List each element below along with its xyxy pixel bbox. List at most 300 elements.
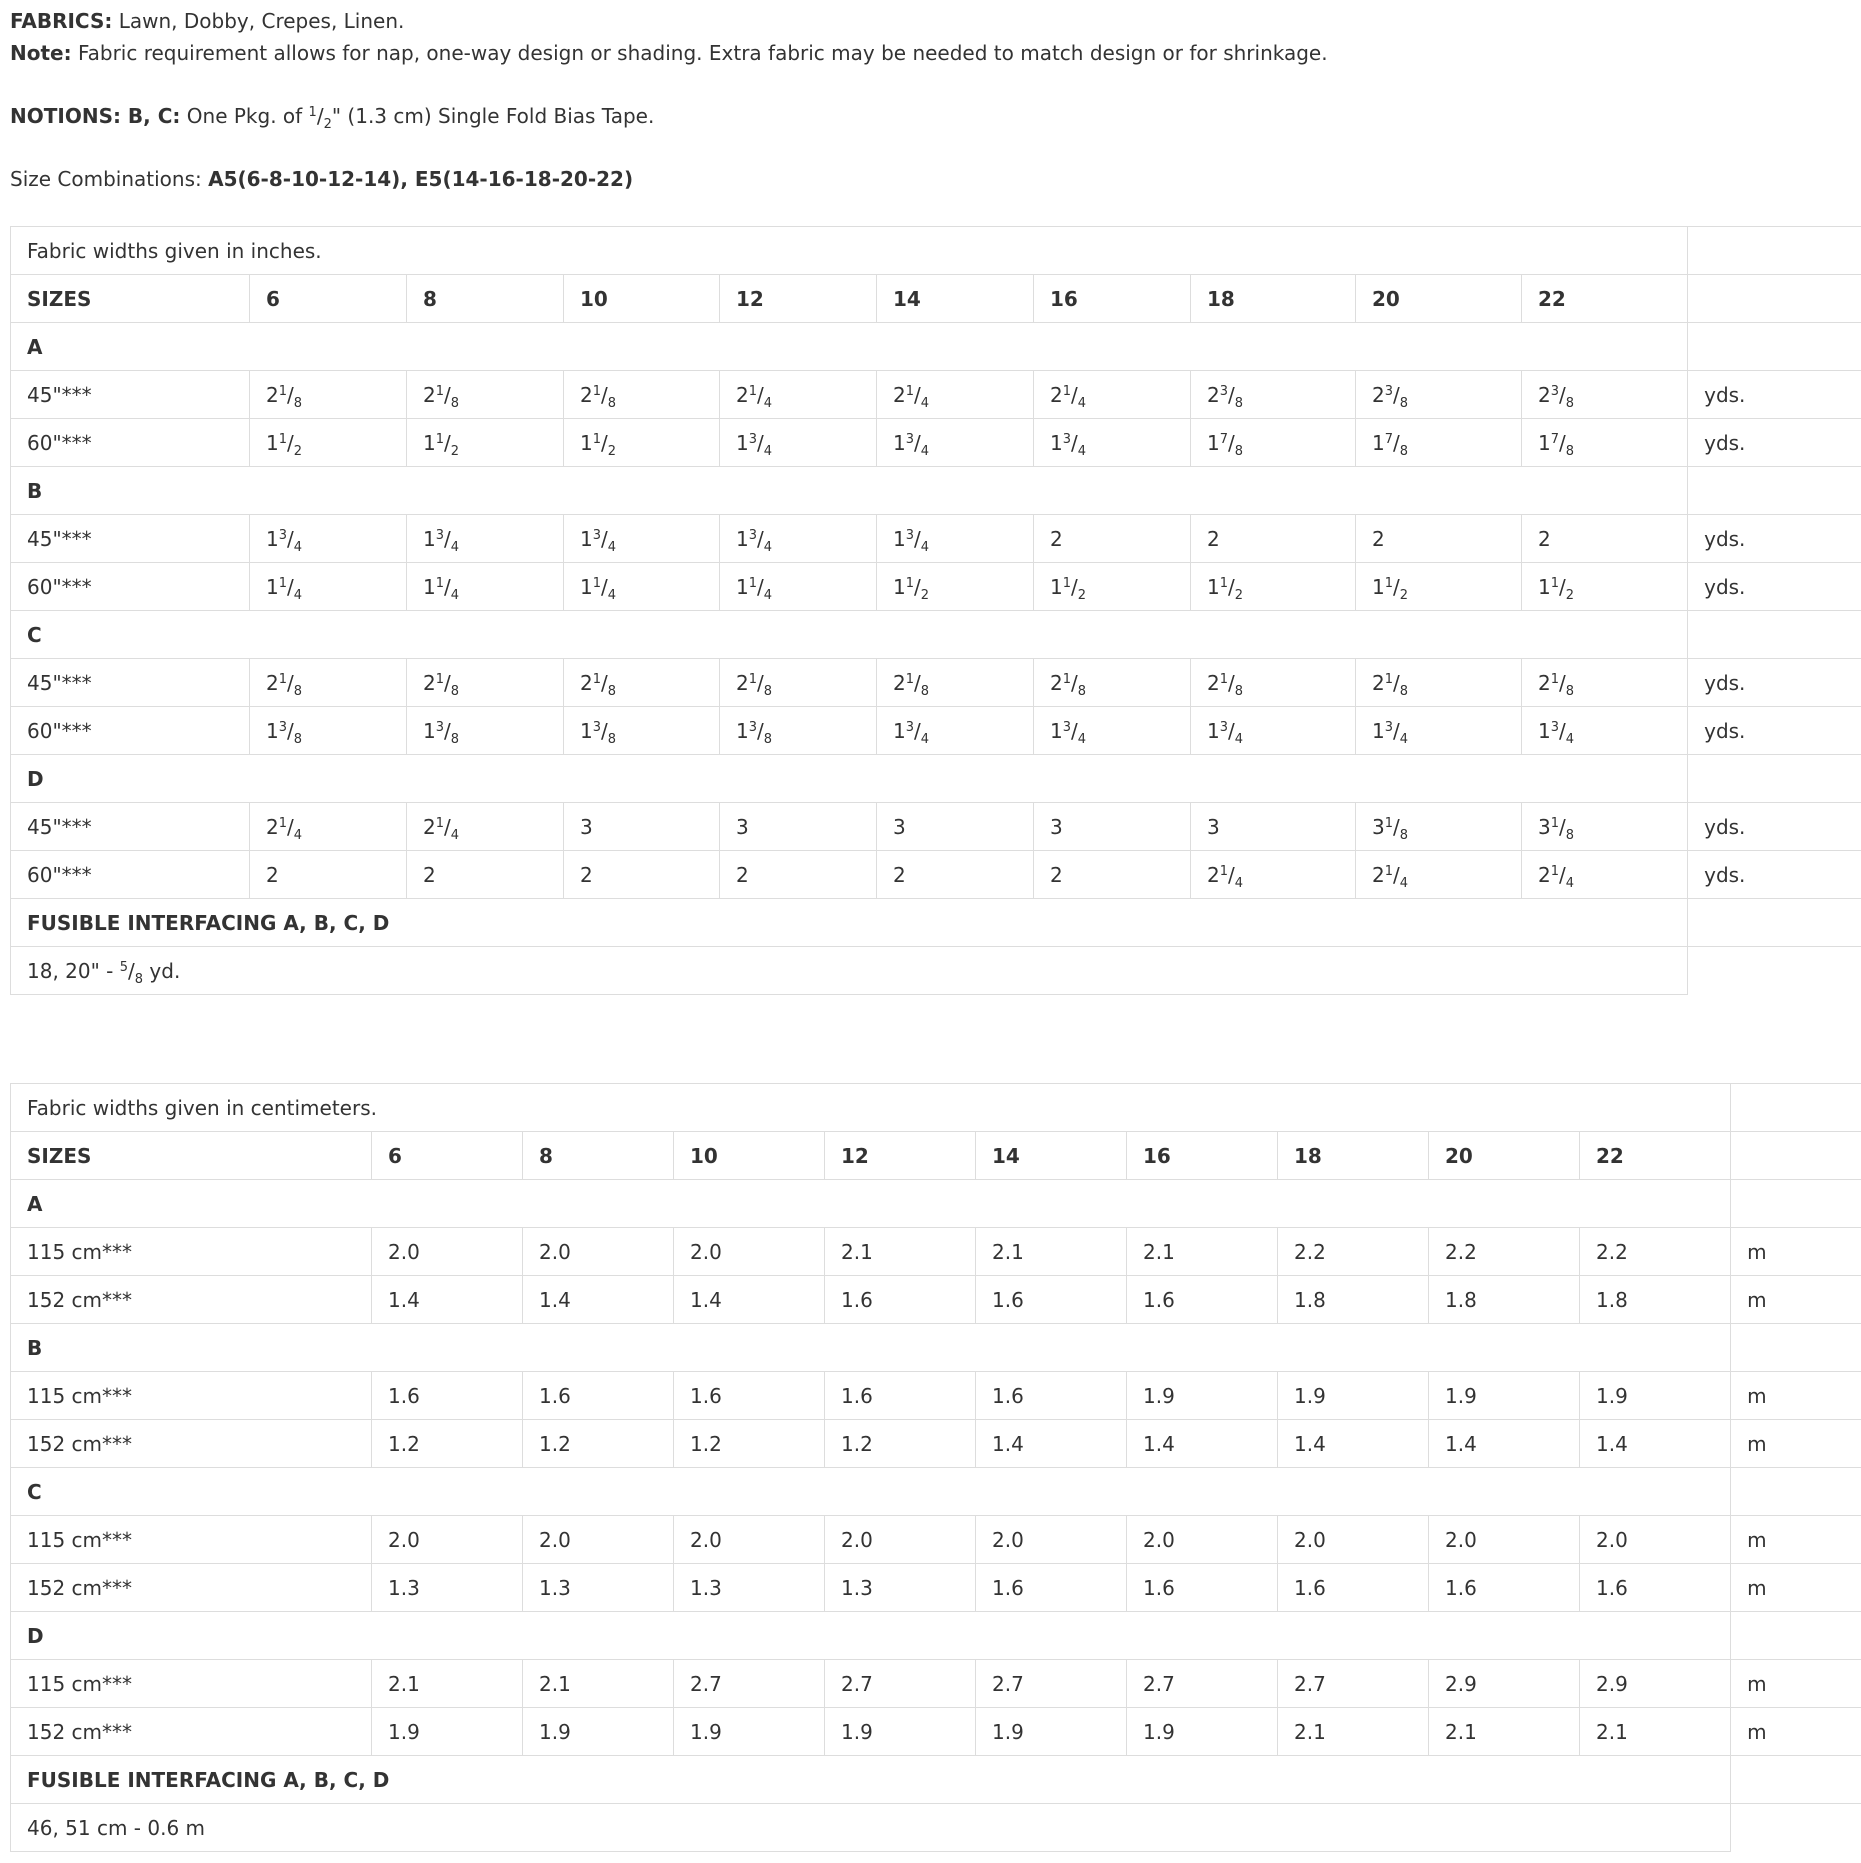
fraction-value: $1^1/_2$ bbox=[1050, 574, 1087, 603]
fabrics-label: FABRICS: bbox=[10, 9, 113, 33]
fraction-value: $1^3/_4$ bbox=[1538, 718, 1575, 747]
interfacing-label: FUSIBLE INTERFACING A, B, C, D bbox=[11, 1756, 1731, 1804]
table-row bbox=[11, 659, 1861, 707]
size-header: 14 bbox=[976, 1132, 1127, 1180]
fraction-value: $2^1/_8$ bbox=[1538, 670, 1575, 699]
fabric-width: 60"*** bbox=[11, 419, 250, 467]
size-header: 14 bbox=[877, 275, 1034, 323]
yardage-cell: 1.2 bbox=[674, 1420, 825, 1468]
note-value: Fabric requirement allows for nap, one-way design or shading. Extra fabric may be needed to match design or for shrinkage. bbox=[71, 41, 1328, 65]
fraction-value: $1^3/_4$ bbox=[1207, 718, 1244, 747]
fabric-width: 60"*** bbox=[11, 707, 250, 755]
yardage-cell: 1.6 bbox=[372, 1372, 523, 1420]
sizes-label: SIZES bbox=[11, 1132, 372, 1180]
yardage-cell bbox=[564, 707, 720, 755]
view-group-row bbox=[11, 323, 1861, 371]
table-row bbox=[11, 1708, 1861, 1756]
yardage-cell bbox=[1522, 371, 1688, 419]
yardage-cell: 3 bbox=[877, 803, 1034, 851]
yardage-cell bbox=[877, 659, 1034, 707]
yardage-cell: 1.6 bbox=[825, 1276, 976, 1324]
yardage-cell: 2.9 bbox=[1429, 1660, 1580, 1708]
yardage-cell bbox=[1034, 659, 1191, 707]
yardage-cell: 2.0 bbox=[523, 1228, 674, 1276]
table-row bbox=[11, 1228, 1861, 1276]
view-label: D bbox=[11, 755, 1688, 803]
size-header: 6 bbox=[372, 1132, 523, 1180]
yardage-cell bbox=[1356, 371, 1522, 419]
fraction-value: $1^3/_4$ bbox=[893, 718, 930, 747]
fraction-value: $1^3/_4$ bbox=[736, 430, 773, 459]
yardage-cell: 2 bbox=[250, 851, 407, 899]
fabric-width: 152 cm*** bbox=[11, 1564, 372, 1612]
fabric-width: 45"*** bbox=[11, 371, 250, 419]
yardage-cell bbox=[1356, 419, 1522, 467]
yardage-cell bbox=[720, 707, 877, 755]
fraction-value: $1^3/_4$ bbox=[736, 526, 773, 555]
fraction-value: $2^1/_8$ bbox=[580, 382, 617, 411]
blank-cell bbox=[1731, 1468, 1861, 1516]
fraction-value: $1^3/_8$ bbox=[266, 718, 303, 747]
size-header: 12 bbox=[720, 275, 877, 323]
size-header: 8 bbox=[523, 1132, 674, 1180]
yardage-cell bbox=[250, 707, 407, 755]
yardage-cell bbox=[1356, 659, 1522, 707]
yardage-cell: 1.4 bbox=[1429, 1420, 1580, 1468]
yardage-cell bbox=[250, 371, 407, 419]
yardage-cell: 1.6 bbox=[976, 1276, 1127, 1324]
table-row bbox=[11, 1276, 1861, 1324]
yardage-cell: 3 bbox=[1191, 803, 1356, 851]
table-row bbox=[11, 1660, 1861, 1708]
fabric-width: 45"*** bbox=[11, 515, 250, 563]
unit-cell: m bbox=[1731, 1516, 1861, 1564]
yardage-cell bbox=[1034, 563, 1191, 611]
interfacing-num: 5 bbox=[119, 959, 129, 975]
yardage-cell bbox=[407, 515, 564, 563]
yardage-cell bbox=[250, 419, 407, 467]
size-header: 18 bbox=[1278, 1132, 1429, 1180]
fraction-value: $1^3/_4$ bbox=[893, 430, 930, 459]
caption-row bbox=[11, 227, 1861, 275]
yardage-cell bbox=[877, 563, 1034, 611]
interfacing-value-row bbox=[11, 1804, 1861, 1852]
yardage-cell: 1.4 bbox=[976, 1420, 1127, 1468]
fraction-value: $1^3/_4$ bbox=[1050, 718, 1087, 747]
yardage-cell: 2.0 bbox=[674, 1228, 825, 1276]
yardage-cell: 2 bbox=[1034, 851, 1191, 899]
notions-line bbox=[10, 102, 654, 130]
fraction-value: $2^1/_8$ bbox=[736, 670, 773, 699]
interfacing-value bbox=[11, 947, 1688, 995]
yardage-cell bbox=[250, 515, 407, 563]
yardage-cell: 3 bbox=[564, 803, 720, 851]
yardage-cell bbox=[250, 659, 407, 707]
fabrics-line bbox=[10, 7, 404, 35]
blank-cell bbox=[1688, 755, 1861, 803]
blank-cell bbox=[1688, 611, 1861, 659]
notions-fraction: $^1/_2$ bbox=[308, 104, 332, 132]
yardage-cell bbox=[1522, 659, 1688, 707]
yardage-cell bbox=[720, 419, 877, 467]
table-row bbox=[11, 419, 1861, 467]
blank-cell bbox=[1688, 467, 1861, 515]
yardage-cell: 2 bbox=[1191, 515, 1356, 563]
fraction-value: $1^3/_8$ bbox=[423, 718, 460, 747]
yardage-cell: 1.6 bbox=[976, 1564, 1127, 1612]
fraction-value: $2^1/_4$ bbox=[266, 814, 303, 843]
interfacing-value: 46, 51 cm - 0.6 m bbox=[11, 1804, 1731, 1852]
fraction-value: $1^1/_2$ bbox=[893, 574, 930, 603]
interfacing-fraction: $^5/_8$ bbox=[119, 958, 144, 987]
yardage-cell: 1.6 bbox=[976, 1372, 1127, 1420]
table-row bbox=[11, 1420, 1861, 1468]
table-caption: Fabric widths given in centimeters. bbox=[11, 1084, 1731, 1132]
sizes-header-row bbox=[11, 1132, 1861, 1180]
size-header: 18 bbox=[1191, 275, 1356, 323]
yardage-cell: 2.7 bbox=[825, 1660, 976, 1708]
view-group-row bbox=[11, 467, 1861, 515]
interfacing-label: FUSIBLE INTERFACING A, B, C, D bbox=[11, 899, 1688, 947]
yardage-cell bbox=[877, 371, 1034, 419]
yardage-cell: 1.9 bbox=[825, 1708, 976, 1756]
yardage-cell: 1.3 bbox=[674, 1564, 825, 1612]
fraction-value: $1^1/_4$ bbox=[423, 574, 460, 603]
yardage-cell: 1.9 bbox=[523, 1708, 674, 1756]
yardage-cell bbox=[250, 563, 407, 611]
size-header: 8 bbox=[407, 275, 564, 323]
yardage-cell: 1.9 bbox=[372, 1708, 523, 1756]
fraction-value: $1^3/_8$ bbox=[736, 718, 773, 747]
blank-cell bbox=[1731, 1804, 1861, 1852]
yardage-cell: 2.1 bbox=[1278, 1708, 1429, 1756]
yardage-cell bbox=[877, 419, 1034, 467]
yardage-cell: 1.3 bbox=[372, 1564, 523, 1612]
yardage-cell: 2.2 bbox=[1278, 1228, 1429, 1276]
fraction-value: $2^1/_8$ bbox=[893, 670, 930, 699]
yardage-cell: 2.7 bbox=[1127, 1660, 1278, 1708]
unit-cell: m bbox=[1731, 1372, 1861, 1420]
yardage-cell: 3 bbox=[720, 803, 877, 851]
unit-cell: yds. bbox=[1688, 851, 1861, 899]
table-row bbox=[11, 371, 1861, 419]
view-label: D bbox=[11, 1612, 1731, 1660]
unit-cell: m bbox=[1731, 1228, 1861, 1276]
yardage-cell bbox=[1191, 851, 1356, 899]
yardage-cell: 2.2 bbox=[1429, 1228, 1580, 1276]
table-caption: Fabric widths given in inches. bbox=[11, 227, 1688, 275]
yardage-cell: 2 bbox=[1034, 515, 1191, 563]
fraction-value: $1^3/_4$ bbox=[1050, 430, 1087, 459]
yardage-cell bbox=[564, 419, 720, 467]
fraction-value: $1^1/_4$ bbox=[580, 574, 617, 603]
table-row bbox=[11, 707, 1861, 755]
caption-row bbox=[11, 1084, 1861, 1132]
blank-cell bbox=[1688, 323, 1861, 371]
yardage-cell: 2 bbox=[1356, 515, 1522, 563]
unit-cell: m bbox=[1731, 1420, 1861, 1468]
yardage-cell bbox=[1356, 707, 1522, 755]
view-label: C bbox=[11, 1468, 1731, 1516]
yardage-cell: 2.0 bbox=[825, 1516, 976, 1564]
yardage-cell: 1.2 bbox=[825, 1420, 976, 1468]
sizes-header-row bbox=[11, 275, 1861, 323]
yardage-cell: 1.9 bbox=[976, 1708, 1127, 1756]
yardage-cell: 2.7 bbox=[976, 1660, 1127, 1708]
yardage-cell: 2.0 bbox=[1278, 1516, 1429, 1564]
view-group-row bbox=[11, 755, 1861, 803]
yardage-cell bbox=[1034, 371, 1191, 419]
fraction-value: $2^3/_8$ bbox=[1538, 382, 1575, 411]
yardage-cell: 1.3 bbox=[825, 1564, 976, 1612]
yardage-cell: 1.4 bbox=[372, 1276, 523, 1324]
fraction-value: $1^1/_4$ bbox=[266, 574, 303, 603]
yardage-cell bbox=[1191, 371, 1356, 419]
fabric-width: 115 cm*** bbox=[11, 1516, 372, 1564]
yardage-cell bbox=[720, 659, 877, 707]
yardage-cell: 1.6 bbox=[1127, 1564, 1278, 1612]
size-header: 10 bbox=[674, 1132, 825, 1180]
view-label: A bbox=[11, 323, 1688, 371]
notions-suffix: " (1.3 cm) Single Fold Bias Tape. bbox=[331, 104, 655, 128]
yardage-cell bbox=[407, 803, 564, 851]
table-row bbox=[11, 1372, 1861, 1420]
fraction-value: $1^3/_4$ bbox=[893, 526, 930, 555]
fraction-value: $1^1/_2$ bbox=[580, 430, 617, 459]
size-header: 6 bbox=[250, 275, 407, 323]
yardage-cell: 3 bbox=[1034, 803, 1191, 851]
fraction-value: $1^7/_8$ bbox=[1207, 430, 1244, 459]
yardage-cell: 2.1 bbox=[1580, 1708, 1731, 1756]
yardage-cell bbox=[407, 659, 564, 707]
yardage-cell: 2 bbox=[407, 851, 564, 899]
yardage-cell bbox=[1034, 419, 1191, 467]
yardage-cell bbox=[720, 515, 877, 563]
size-header: 16 bbox=[1034, 275, 1191, 323]
yardage-cell bbox=[564, 371, 720, 419]
notions-frac-den: 2 bbox=[323, 117, 332, 132]
unit-cell: yds. bbox=[1688, 515, 1861, 563]
yardage-cell: 1.3 bbox=[523, 1564, 674, 1612]
fabric-width: 60"*** bbox=[11, 851, 250, 899]
yardage-cell: 1.9 bbox=[1127, 1708, 1278, 1756]
yardage-cell bbox=[1356, 851, 1522, 899]
size-header: 12 bbox=[825, 1132, 976, 1180]
fabrics-value: Lawn, Dobby, Crepes, Linen. bbox=[112, 9, 405, 33]
yardage-cell bbox=[1522, 803, 1688, 851]
yardage-cell: 1.4 bbox=[523, 1276, 674, 1324]
yardage-cell bbox=[720, 371, 877, 419]
table-row bbox=[11, 851, 1861, 899]
yardage-cell bbox=[1522, 419, 1688, 467]
view-group-row bbox=[11, 1612, 1861, 1660]
size-combinations-value: A5(6-8-10-12-14), E5(14-16-18-20-22) bbox=[208, 167, 634, 191]
fraction-value: $1^1/_4$ bbox=[736, 574, 773, 603]
yardage-cell: 2.0 bbox=[1127, 1516, 1278, 1564]
yardage-cell bbox=[720, 563, 877, 611]
blank-cell bbox=[1731, 1612, 1861, 1660]
yardage-cell bbox=[877, 707, 1034, 755]
yardage-cell: 2.9 bbox=[1580, 1660, 1731, 1708]
unit-cell: m bbox=[1731, 1708, 1861, 1756]
fraction-value: $1^1/_2$ bbox=[266, 430, 303, 459]
notions-label: NOTIONS: B, C: bbox=[10, 104, 181, 128]
notions-prefix: One Pkg. of bbox=[180, 104, 309, 128]
yardage-cell: 2.0 bbox=[1580, 1516, 1731, 1564]
blank-cell bbox=[1688, 947, 1861, 995]
fraction-value: $2^3/_8$ bbox=[1207, 382, 1244, 411]
fabric-width: 60"*** bbox=[11, 563, 250, 611]
fraction-value: $1^3/_8$ bbox=[580, 718, 617, 747]
view-label: B bbox=[11, 1324, 1731, 1372]
fraction-value: $1^1/_2$ bbox=[1538, 574, 1575, 603]
yardage-cell: 2 bbox=[877, 851, 1034, 899]
fraction-value: $2^1/_8$ bbox=[1372, 670, 1409, 699]
yardage-cell: 1.4 bbox=[1278, 1420, 1429, 1468]
yardage-cell: 2.0 bbox=[674, 1516, 825, 1564]
fraction-value: $2^1/_8$ bbox=[423, 670, 460, 699]
fabric-width: 45"*** bbox=[11, 803, 250, 851]
interfacing-header-row bbox=[11, 1756, 1861, 1804]
fabric-width: 152 cm*** bbox=[11, 1276, 372, 1324]
interfacing-prefix: 18, 20" - bbox=[27, 958, 120, 983]
yardage-cell: 2.1 bbox=[372, 1660, 523, 1708]
fraction-value: $1^1/_2$ bbox=[1372, 574, 1409, 603]
size-header: 22 bbox=[1580, 1132, 1731, 1180]
blank-cell bbox=[1731, 1180, 1861, 1228]
fraction-value: $2^1/_8$ bbox=[423, 382, 460, 411]
table-row bbox=[11, 1564, 1861, 1612]
note-label: Note: bbox=[10, 41, 72, 65]
fraction-value: $1^7/_8$ bbox=[1538, 430, 1575, 459]
fraction-value: $2^1/_8$ bbox=[1207, 670, 1244, 699]
fabric-width: 115 cm*** bbox=[11, 1372, 372, 1420]
yardage-cell: 1.8 bbox=[1278, 1276, 1429, 1324]
fraction-value: $2^1/_4$ bbox=[1538, 862, 1575, 891]
view-group-row bbox=[11, 1468, 1861, 1516]
interfacing-value-row bbox=[11, 947, 1861, 995]
yardage-cell bbox=[1034, 707, 1191, 755]
fraction-value: $2^1/_4$ bbox=[1050, 382, 1087, 411]
yardage-cell: 2.0 bbox=[1429, 1516, 1580, 1564]
fraction-value: $1^3/_4$ bbox=[1372, 718, 1409, 747]
yardage-cell: 2.0 bbox=[976, 1516, 1127, 1564]
yardage-cell: 1.6 bbox=[1127, 1276, 1278, 1324]
fraction-value: $1^3/_4$ bbox=[266, 526, 303, 555]
yardage-cell: 2.7 bbox=[674, 1660, 825, 1708]
yardage-cell bbox=[407, 563, 564, 611]
yardage-cell: 2.1 bbox=[1429, 1708, 1580, 1756]
view-group-row bbox=[11, 1324, 1861, 1372]
fraction-value: $2^1/_4$ bbox=[423, 814, 460, 843]
yardage-cell: 2.1 bbox=[825, 1228, 976, 1276]
fraction-value: $2^1/_4$ bbox=[1372, 862, 1409, 891]
view-group-row bbox=[11, 611, 1861, 659]
unit-cell: m bbox=[1731, 1660, 1861, 1708]
notions-frac-num: 1 bbox=[308, 105, 317, 120]
yardage-cell: 1.9 bbox=[1580, 1372, 1731, 1420]
yardage-cell: 2.1 bbox=[976, 1228, 1127, 1276]
fraction-value: $3^1/_8$ bbox=[1538, 814, 1575, 843]
unit-cell: m bbox=[1731, 1276, 1861, 1324]
yardage-cell: 2.7 bbox=[1278, 1660, 1429, 1708]
fraction-value: $2^1/_8$ bbox=[1050, 670, 1087, 699]
view-label: C bbox=[11, 611, 1688, 659]
yardage-cell: 1.9 bbox=[674, 1708, 825, 1756]
unit-cell: yds. bbox=[1688, 419, 1861, 467]
yardage-cell: 2 bbox=[564, 851, 720, 899]
fraction-value: $2^3/_8$ bbox=[1372, 382, 1409, 411]
yardage-cell: 1.9 bbox=[1278, 1372, 1429, 1420]
yardage-cell bbox=[564, 659, 720, 707]
size-combinations-line bbox=[10, 165, 633, 193]
yardage-cell bbox=[407, 419, 564, 467]
yardage-cell: 2.2 bbox=[1580, 1228, 1731, 1276]
blank-cell bbox=[1731, 1132, 1861, 1180]
yardage-cell: 2 bbox=[720, 851, 877, 899]
yardage-cell bbox=[1191, 563, 1356, 611]
blank-cell bbox=[1688, 227, 1861, 275]
yardage-cell: 1.6 bbox=[674, 1372, 825, 1420]
fraction-value: $2^1/_4$ bbox=[893, 382, 930, 411]
sizes-label: SIZES bbox=[11, 275, 250, 323]
yardage-cell bbox=[407, 371, 564, 419]
yardage-cell bbox=[1522, 707, 1688, 755]
inches-yardage-table bbox=[10, 226, 1861, 995]
table-row bbox=[11, 515, 1861, 563]
fraction-value: $2^1/_4$ bbox=[1207, 862, 1244, 891]
yardage-cell bbox=[564, 563, 720, 611]
view-group-row bbox=[11, 1180, 1861, 1228]
fraction-value: $1^1/_2$ bbox=[423, 430, 460, 459]
unit-cell: yds. bbox=[1688, 371, 1861, 419]
fraction-value: $2^1/_8$ bbox=[266, 382, 303, 411]
yardage-cell: 1.9 bbox=[1127, 1372, 1278, 1420]
yardage-cell bbox=[877, 515, 1034, 563]
yardage-cell: 1.4 bbox=[1580, 1420, 1731, 1468]
yardage-cell: 2.1 bbox=[523, 1660, 674, 1708]
yardage-cell bbox=[564, 515, 720, 563]
yardage-cell: 1.6 bbox=[825, 1372, 976, 1420]
yardage-cell: 1.2 bbox=[372, 1420, 523, 1468]
view-label: B bbox=[11, 467, 1688, 515]
blank-cell bbox=[1688, 899, 1861, 947]
yardage-cell bbox=[250, 803, 407, 851]
blank-cell bbox=[1731, 1756, 1861, 1804]
fraction-value: $2^1/_8$ bbox=[266, 670, 303, 699]
note-line bbox=[10, 39, 1328, 67]
yardage-cell: 1.6 bbox=[1429, 1564, 1580, 1612]
fraction-value: $1^7/_8$ bbox=[1372, 430, 1409, 459]
fraction-value: $3^1/_8$ bbox=[1372, 814, 1409, 843]
yardage-cell bbox=[1191, 707, 1356, 755]
yardage-cell: 2.1 bbox=[1127, 1228, 1278, 1276]
fraction-value: $1^3/_4$ bbox=[580, 526, 617, 555]
blank-cell bbox=[1731, 1324, 1861, 1372]
yardage-cell: 1.6 bbox=[1278, 1564, 1429, 1612]
yardage-cell bbox=[407, 707, 564, 755]
table-row bbox=[11, 563, 1861, 611]
yardage-cell bbox=[1356, 803, 1522, 851]
fraction-value: $1^1/_2$ bbox=[1207, 574, 1244, 603]
fabric-width: 115 cm*** bbox=[11, 1660, 372, 1708]
yardage-cell: 2 bbox=[1522, 515, 1688, 563]
table-row bbox=[11, 1516, 1861, 1564]
size-header: 10 bbox=[564, 275, 720, 323]
unit-cell: m bbox=[1731, 1564, 1861, 1612]
yardage-cell bbox=[1191, 659, 1356, 707]
unit-cell: yds. bbox=[1688, 707, 1861, 755]
